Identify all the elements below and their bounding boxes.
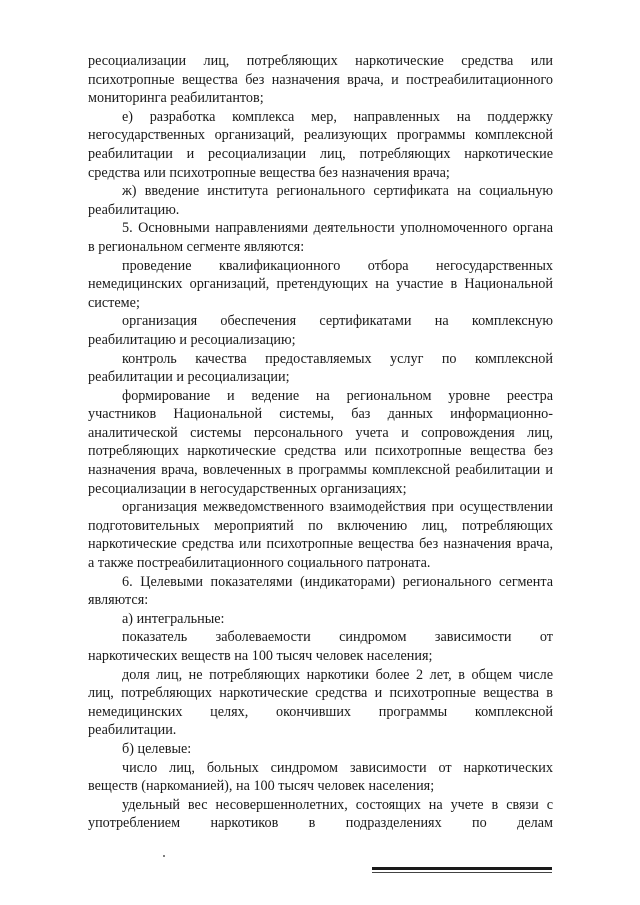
text-line: реабилитацию. [88,201,180,218]
text-line: ресоциализации в негосударственных организациях; [88,480,407,497]
scan-speck [163,855,165,857]
text-line: аналитической системы персонального учета и сопровождения лиц, [88,424,553,441]
document-body [88,52,553,833]
text-line: 5. Основными направлениями деятельности уполномоченного органа [122,220,553,237]
text-line: ресоциализации лиц, потребляющих наркотические средства или [88,53,553,69]
text-line: психотропные вещества без назначения врача, и постреабилитационного [88,71,553,88]
text-line: контроль качества предоставляемых услуг по комплексной [122,350,553,367]
text-line: 6. Целевыми показателями (индикаторами) регионального сегмента [122,573,553,590]
text-line: е) разработка комплекса мер, направленных на поддержку [122,108,553,125]
text-line: являются: [88,592,149,609]
text-line: организация обеспечения сертификатами на комплексную [122,313,553,330]
text-line: удельный вес несовершеннолетних, состоящих на учете в связи с [122,796,553,813]
text-line: немедицинских организаций, претендующих на участие в Национальной [88,276,553,293]
text-line: реабилитации. [88,722,177,739]
text-line: организация межведомственного взаимодействия при осуществлении [122,499,553,516]
text-line: наркотические средства или психотропные вещества без назначения врача, [88,536,553,553]
text-line: показатель заболеваемости синдромом зависимости от [122,629,553,646]
text-line: доля лиц, не потребляющих наркотики более 2 лет, в общем числе [122,666,553,683]
text-line: б) целевые: [122,740,192,757]
text-line: системе; [88,294,140,311]
text-line: проведение квалификационного отбора негосударственных [122,257,553,274]
footer-rule-thin [372,872,552,873]
text-line: негосударственных организаций, реализующих программы комплексной [88,127,553,144]
text-line: мониторинга реабилитантов; [88,90,264,107]
text-line: участников Национальной системы, баз данных информационно- [88,406,553,423]
text-line: реабилитации и ресоциализации лиц, потребляющих наркотические [88,145,553,162]
text-line: веществ (наркоманией), на 100 тысяч человек населения; [88,778,435,795]
text-line: назначения врача, вовлеченных в программы комплексной реабилитации и [88,462,553,479]
text-line: употреблением наркотиков в подразделениях по делам [88,815,553,832]
text-line: потребляющих наркотические средства или психотропные вещества без [88,443,553,460]
text-line: реабилитации и ресоциализации; [88,369,290,386]
text-line: ж) введение института регионального сертификата на социальную [122,183,553,200]
text-line: а также постреабилитационного социального патроната. [88,555,431,572]
text-line: подготовительных мероприятий по включению лиц, потребляющих [88,517,553,534]
text-line: реабилитацию и ресоциализацию; [88,331,296,348]
text-line: число лиц, больных синдромом зависимости от наркотических [122,759,553,776]
text-line: а) интегральные: [122,610,225,627]
text-line: средства или психотропные вещества без назначения врача; [88,164,450,181]
text-line: немедицинских целях, окончивших программы комплексной [88,703,553,720]
text-line: наркотических веществ на 100 тысяч человек населения; [88,648,433,664]
footer-rule [372,867,552,870]
text-line: формирование и ведение на региональном уровне реестра [122,387,553,404]
text-line: лиц, потребляющих наркотические средства и психотропные вещества в [88,685,553,702]
text-line: в региональном сегменте являются: [88,238,305,255]
